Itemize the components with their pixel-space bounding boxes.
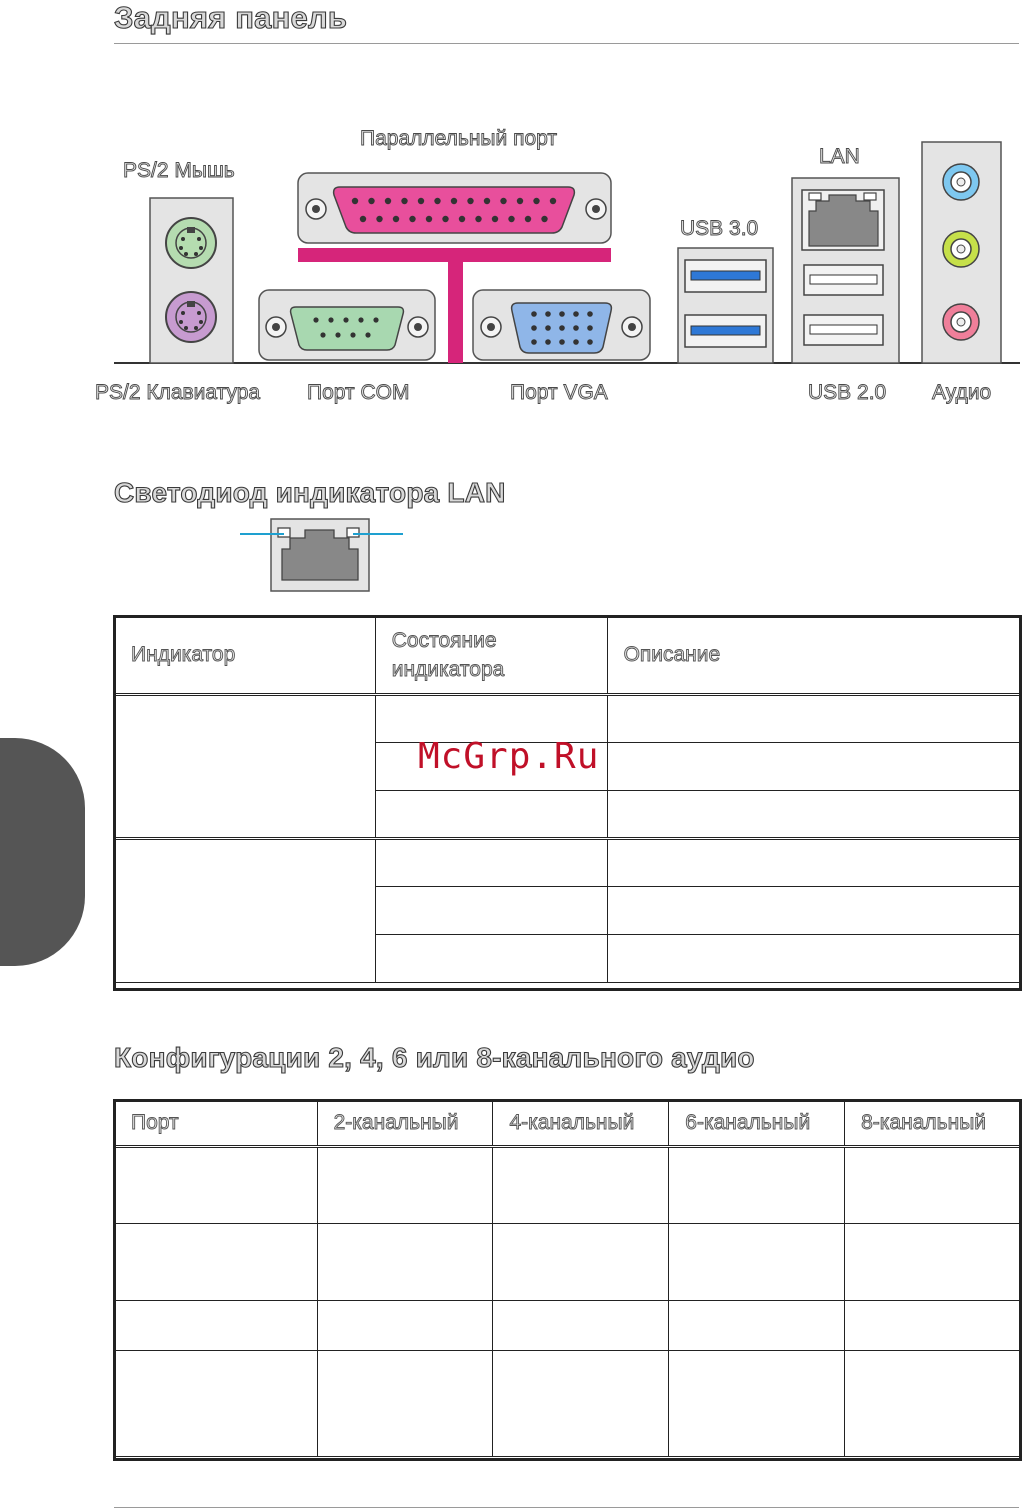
ps2-keyboard-port	[166, 292, 216, 342]
audio-table-cell	[493, 1224, 669, 1301]
lan-led-illustration	[240, 518, 405, 593]
led-table-cell	[375, 791, 607, 839]
label-vga-port: Порт VGA	[510, 381, 608, 404]
audio-table-cell	[845, 1351, 1021, 1457]
lan-led-table	[114, 616, 1021, 983]
lan-port	[802, 190, 884, 250]
vga-port	[473, 290, 650, 360]
label-usb20: USB 2.0	[808, 381, 887, 404]
led-table-cell	[607, 743, 1020, 791]
audio-header-2ch: 2-канальный	[317, 1101, 493, 1147]
parallel-pin	[376, 216, 382, 222]
parallel-pin	[352, 198, 358, 204]
parallel-pin	[508, 216, 514, 222]
audio-header-6ch: 6-канальный	[669, 1101, 845, 1147]
parallel-pin	[434, 198, 440, 204]
label-ps2-mouse: PS/2 Мышь	[123, 159, 235, 182]
parallel-pin	[393, 216, 399, 222]
lan-led-title: Светодиод индикатора LAN	[114, 477, 506, 508]
parallel-pin	[426, 216, 432, 222]
footer-divider	[114, 1507, 1019, 1508]
led-header-description: Описание	[607, 617, 1020, 695]
parallel-pin	[401, 198, 407, 204]
audio-jacks	[922, 142, 1001, 363]
usb30-ports	[678, 248, 773, 363]
title-divider	[114, 43, 1019, 44]
parallel-pin	[475, 216, 481, 222]
parallel-pin	[533, 198, 539, 204]
led-table-cell	[607, 935, 1020, 983]
label-ps2-keyboard: PS/2 Клавиатура	[95, 381, 261, 404]
watermark: McGrp.Ru	[418, 736, 600, 777]
parallel-pin	[517, 198, 523, 204]
side-chapter-tab	[0, 738, 85, 966]
audio-table-cell	[493, 1351, 669, 1457]
parallel-link-stem	[448, 262, 463, 363]
led-table-cell	[375, 839, 607, 887]
led-table-cell	[607, 839, 1020, 887]
parallel-pin	[442, 216, 448, 222]
audio-table-cell	[115, 1224, 318, 1301]
audio-table-cell	[669, 1147, 845, 1224]
audio-table-cell	[317, 1351, 493, 1457]
audio-header-8ch: 8-канальный	[845, 1101, 1021, 1147]
audio-table-cell	[845, 1147, 1021, 1224]
label-lan: LAN	[819, 145, 860, 168]
audio-header-port: Порт	[115, 1101, 318, 1147]
led-header-state: Состояние индикатора	[375, 617, 607, 695]
label-parallel-port: Параллельный порт	[360, 127, 557, 150]
parallel-pin	[525, 216, 531, 222]
rear-panel-title: Задняя панель	[114, 0, 348, 35]
parallel-pin	[409, 216, 415, 222]
audio-table-cell	[669, 1224, 845, 1301]
led-table-cell	[115, 695, 376, 839]
label-com-port: Порт COM	[307, 381, 410, 404]
lan-usb20-block	[792, 178, 899, 363]
rear-panel-illustration	[100, 135, 1020, 370]
parallel-pin	[418, 198, 424, 204]
ps2-mouse-port	[166, 218, 216, 268]
parallel-port	[298, 173, 611, 243]
parallel-pin	[368, 198, 374, 204]
audio-table-cell	[669, 1301, 845, 1351]
label-audio: Аудио	[932, 381, 992, 404]
led-table-cell	[607, 695, 1020, 743]
parallel-pin	[500, 198, 506, 204]
led-table-cell	[607, 791, 1020, 839]
audio-table-cell	[317, 1301, 493, 1351]
parallel-pin	[467, 198, 473, 204]
led-table-cell	[115, 839, 376, 983]
parallel-pin	[541, 216, 547, 222]
led-table-cell	[375, 935, 607, 983]
audio-table-cell	[115, 1301, 318, 1351]
led-header-indicator: Индикатор	[115, 617, 376, 695]
audio-table-cell	[317, 1224, 493, 1301]
com-port	[259, 290, 435, 360]
parallel-pin	[459, 216, 465, 222]
parallel-pin	[484, 198, 490, 204]
label-usb30: USB 3.0	[680, 217, 759, 240]
parallel-pin	[451, 198, 457, 204]
audio-table-cell	[845, 1224, 1021, 1301]
audio-table-cell	[493, 1147, 669, 1224]
led-table-cell	[607, 887, 1020, 935]
audio-table-cell	[115, 1147, 318, 1224]
audio-table-cell	[493, 1301, 669, 1351]
audio-table-cell	[115, 1351, 318, 1457]
parallel-link-bar	[298, 248, 611, 262]
audio-table-cell	[845, 1301, 1021, 1351]
audio-config-table	[114, 1100, 1021, 1457]
parallel-pin	[550, 198, 556, 204]
parallel-pin	[360, 216, 366, 222]
audio-table-cell	[317, 1147, 493, 1224]
audio-config-title: Конфигурации 2, 4, 6 или 8-канального аудио	[114, 1042, 755, 1073]
parallel-pin	[385, 198, 391, 204]
audio-header-4ch: 4-канальный	[493, 1101, 669, 1147]
led-table-cell	[375, 887, 607, 935]
audio-table-cell	[669, 1351, 845, 1457]
parallel-pin	[492, 216, 498, 222]
